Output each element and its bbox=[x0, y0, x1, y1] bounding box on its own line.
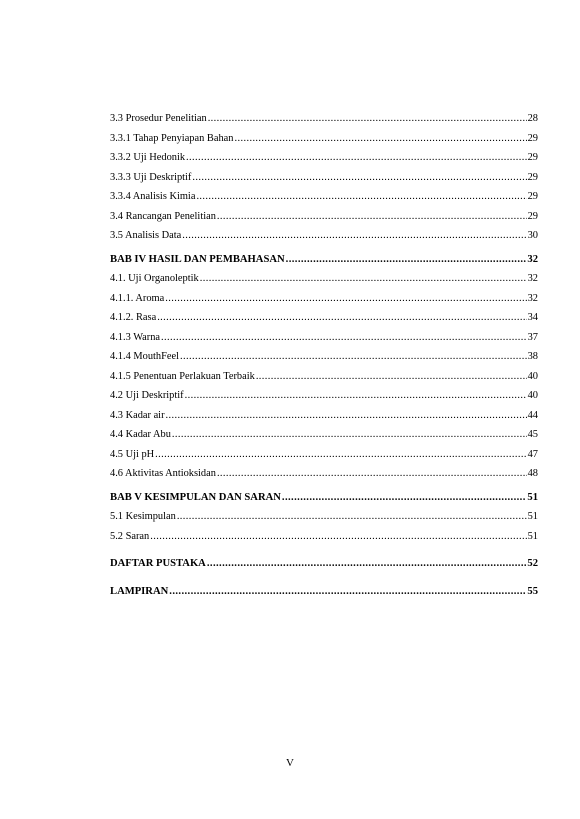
toc-entry-page: 28 bbox=[527, 113, 538, 124]
toc-entry-label: BAB IV HASIL DAN PEMBAHASAN bbox=[110, 253, 285, 265]
toc-entry-page: 32 bbox=[527, 273, 538, 284]
toc-leader-dots bbox=[166, 406, 527, 426]
toc-entry-page: 30 bbox=[527, 230, 538, 241]
toc-entry-page: 32 bbox=[527, 253, 538, 265]
toc-entry-5-1[interactable] bbox=[110, 507, 538, 527]
toc-entry-label: 4.4 Kadar Abu bbox=[110, 429, 171, 440]
toc-entry-label: 4.1.5 Penentuan Perlakuan Terbaik bbox=[110, 370, 255, 382]
toc-entry-label: 4.3 Kadar air bbox=[110, 409, 165, 421]
toc-entry-4-5[interactable] bbox=[110, 445, 538, 465]
toc-leader-dots bbox=[157, 308, 526, 328]
toc-leader-dots bbox=[180, 347, 527, 367]
toc-entry-page: 40 bbox=[527, 370, 538, 382]
table-of-contents bbox=[110, 109, 538, 601]
toc-entry-label: 5.2 Saran bbox=[110, 530, 150, 542]
toc-entry-page: 29 bbox=[527, 132, 538, 144]
toc-entry-4-1[interactable] bbox=[110, 269, 538, 289]
toc-leader-dots bbox=[177, 507, 527, 527]
toc-entry-label: 3.3.3 Uji Deskriptif bbox=[110, 171, 192, 183]
toc-entry-page: 29 bbox=[527, 171, 538, 183]
toc-leader-dots bbox=[185, 386, 527, 406]
toc-leader-dots bbox=[196, 187, 526, 207]
toc-entry-label: 4.1.2. Rasa bbox=[110, 312, 157, 323]
toc-entry-label: 4.1. Uji Organoleptik bbox=[110, 273, 199, 284]
toc-entry-3-3[interactable] bbox=[110, 109, 538, 129]
toc-entry-page: 51 bbox=[527, 511, 538, 522]
toc-entry-label: 5.1 Kesimpulan bbox=[110, 511, 176, 522]
toc-entry-4-1-4[interactable] bbox=[110, 347, 538, 367]
toc-entry-page: 51 bbox=[527, 530, 538, 542]
toc-leader-dots bbox=[286, 250, 527, 270]
toc-entry-page: 37 bbox=[527, 331, 538, 343]
toc-entry-page: 48 bbox=[527, 468, 538, 479]
toc-entry-4-6[interactable] bbox=[110, 464, 538, 484]
toc-entry-3-4[interactable] bbox=[110, 207, 538, 227]
toc-leader-dots bbox=[217, 464, 527, 484]
toc-leader-dots bbox=[192, 168, 526, 188]
toc-leader-dots bbox=[165, 289, 526, 309]
toc-entry-label: BAB V KESIMPULAN DAN SARAN bbox=[110, 491, 281, 503]
toc-entry-label: 4.1.3 Warna bbox=[110, 331, 161, 343]
toc-entry-label: 3.3.1 Tahap Penyiapan Bahan bbox=[110, 132, 234, 144]
toc-entry-label: LAMPIRAN bbox=[110, 585, 169, 597]
toc-entry-label: 4.6 Aktivitas Antioksidan bbox=[110, 468, 216, 479]
toc-entry-page: 55 bbox=[527, 585, 538, 597]
toc-entry-page: 40 bbox=[527, 390, 538, 401]
toc-entry-page: 34 bbox=[527, 312, 538, 323]
toc-leader-dots bbox=[200, 269, 527, 289]
toc-entry-page: 29 bbox=[527, 191, 538, 202]
toc-entry-4-3[interactable] bbox=[110, 406, 538, 426]
toc-entry-page: 44 bbox=[527, 409, 538, 421]
toc-entry-label: 3.5 Analisis Data bbox=[110, 230, 182, 241]
toc-leader-dots bbox=[155, 445, 526, 465]
toc-leader-dots bbox=[182, 226, 526, 246]
toc-entry-label: 4.1.1. Aroma bbox=[110, 292, 165, 304]
toc-entry-page: 32 bbox=[527, 292, 538, 304]
toc-entry-4-1-1[interactable] bbox=[110, 289, 538, 309]
toc-entry-label: 3.3 Prosedur Penelitian bbox=[110, 113, 207, 124]
toc-entry-4-4[interactable] bbox=[110, 425, 538, 445]
toc-leader-dots bbox=[169, 582, 526, 602]
toc-leader-dots bbox=[282, 488, 527, 508]
spacer bbox=[110, 546, 538, 554]
toc-entry-bab-5[interactable] bbox=[110, 488, 538, 508]
toc-entry-label: 4.1.4 MouthFeel bbox=[110, 351, 179, 362]
toc-entry-5-2[interactable] bbox=[110, 527, 538, 547]
toc-entry-label: 4.2 Uji Deskriptif bbox=[110, 390, 184, 401]
toc-entry-3-5[interactable] bbox=[110, 226, 538, 246]
toc-leader-dots bbox=[234, 129, 526, 149]
toc-entry-3-3-1[interactable] bbox=[110, 129, 538, 149]
toc-entry-page: 45 bbox=[527, 429, 538, 440]
toc-entry-label: 4.5 Uji pH bbox=[110, 448, 155, 460]
toc-entry-4-1-3[interactable] bbox=[110, 328, 538, 348]
toc-entry-page: 29 bbox=[527, 210, 538, 222]
toc-entry-page: 29 bbox=[527, 152, 538, 163]
toc-entry-3-3-2[interactable] bbox=[110, 148, 538, 168]
toc-leader-dots bbox=[186, 148, 527, 168]
toc-leader-dots bbox=[256, 367, 527, 387]
toc-entry-bab-4[interactable] bbox=[110, 250, 538, 270]
toc-leader-dots bbox=[161, 328, 527, 348]
toc-entry-page: 52 bbox=[527, 558, 538, 569]
toc-leader-dots bbox=[172, 425, 527, 445]
toc-entry-lampiran[interactable] bbox=[110, 582, 538, 602]
toc-entry-label: 3.3.2 Uji Hedonik bbox=[110, 152, 186, 163]
page-number: V bbox=[286, 757, 294, 769]
spacer bbox=[110, 574, 538, 582]
toc-entry-3-3-3[interactable] bbox=[110, 168, 538, 188]
toc-entry-label: 3.3.4 Analisis Kimia bbox=[110, 191, 196, 202]
toc-entry-label: 3.4 Rancangan Penelitian bbox=[110, 210, 216, 222]
toc-entry-label: DAFTAR PUSTAKA bbox=[110, 558, 206, 569]
toc-entry-page: 47 bbox=[527, 448, 538, 460]
toc-entry-page: 51 bbox=[527, 491, 538, 503]
toc-entry-page: 38 bbox=[527, 351, 538, 362]
toc-leader-dots bbox=[217, 207, 527, 227]
toc-entry-3-3-4[interactable] bbox=[110, 187, 538, 207]
toc-entry-4-1-5[interactable] bbox=[110, 367, 538, 387]
toc-leader-dots bbox=[150, 527, 526, 547]
toc-entry-4-1-2[interactable] bbox=[110, 308, 538, 328]
toc-entry-daftar-pustaka[interactable] bbox=[110, 554, 538, 574]
toc-entry-4-2[interactable] bbox=[110, 386, 538, 406]
toc-leader-dots bbox=[208, 109, 527, 129]
toc-leader-dots bbox=[207, 554, 527, 574]
